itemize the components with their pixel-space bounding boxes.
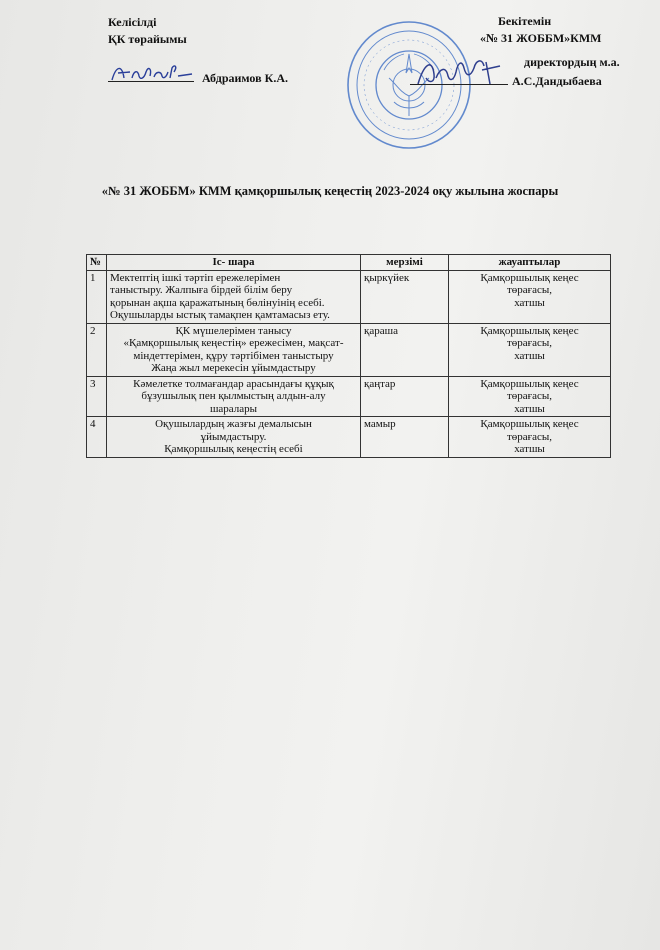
row-responsible: Қамқоршылық кеңес төрағасы, хатшы (449, 376, 611, 417)
row-number: 1 (87, 270, 107, 323)
table-row (87, 376, 611, 417)
row-term: қаңтар (361, 376, 449, 417)
row-responsible: Қамқоршылық кеңес төрағасы, хатшы (449, 417, 611, 458)
header-activity: Іс- шара (107, 255, 361, 271)
agreed-block (108, 14, 187, 48)
header-responsible: жауаптылар (449, 255, 611, 271)
row-number: 4 (87, 417, 107, 458)
agreed-name: Абдраимов К.А. (202, 71, 288, 85)
right-signature (412, 54, 504, 92)
document-title: «№ 31 ЖОББМ» КММ қамқоршылық кеңестің 2023-2024 оқу жылына жоспары (101, 184, 559, 198)
row-activity: ҚК мүшелерімен танысу «Қамқоршылық кеңестің» ережесімен, мақсат- міндеттерімен, құру тәртібімен таныстыру Жаңа жыл мерекесін ұйымдастыру (107, 323, 361, 376)
table-header-row (87, 255, 611, 271)
table-row (87, 417, 611, 458)
row-responsible: Қамқоршылық кеңес төрағасы, хатшы (449, 323, 611, 376)
agreed-position: ҚК төрайымы (108, 32, 187, 46)
agreed-label: Келісілді (108, 15, 157, 29)
table-row (87, 270, 611, 323)
plan-table (86, 254, 611, 458)
header-term: мерзімі (361, 255, 449, 271)
approve-label: Бекітемін (498, 14, 552, 28)
approve-name: А.С.Дандыбаева (512, 74, 602, 88)
header-number: № (87, 255, 107, 271)
row-number: 3 (87, 376, 107, 417)
approve-organization: «№ 31 ЖОББМ»КММ (480, 31, 602, 45)
row-term: қараша (361, 323, 449, 376)
row-number: 2 (87, 323, 107, 376)
left-signature (108, 60, 196, 86)
row-term: қыркүйек (361, 270, 449, 323)
left-signature-line (108, 81, 194, 82)
row-activity: Оқушылардың жазғы демалысын ұйымдастыру. Қамқоршылық кеңестің есебі (107, 417, 361, 458)
table-row (87, 323, 611, 376)
approve-position: директордың м.а. (524, 55, 620, 69)
row-term: мамыр (361, 417, 449, 458)
row-activity: Кәмелетке толмағандар арасындағы құқық бұзушылық пен қылмыстың алдын-алу шаралары (107, 376, 361, 417)
row-activity: Мектептің ішкі тәртіп ережелерімен таныстыру. Жалпыға бірдей білім беру қорынан ақша қаражатының бөлінуінің есебі. Оқушыларды ыстық тамақпен қамтамасыз ету. (107, 270, 361, 323)
right-signature-line (410, 84, 508, 85)
row-responsible: Қамқоршылық кеңес төрағасы, хатшы (449, 270, 611, 323)
